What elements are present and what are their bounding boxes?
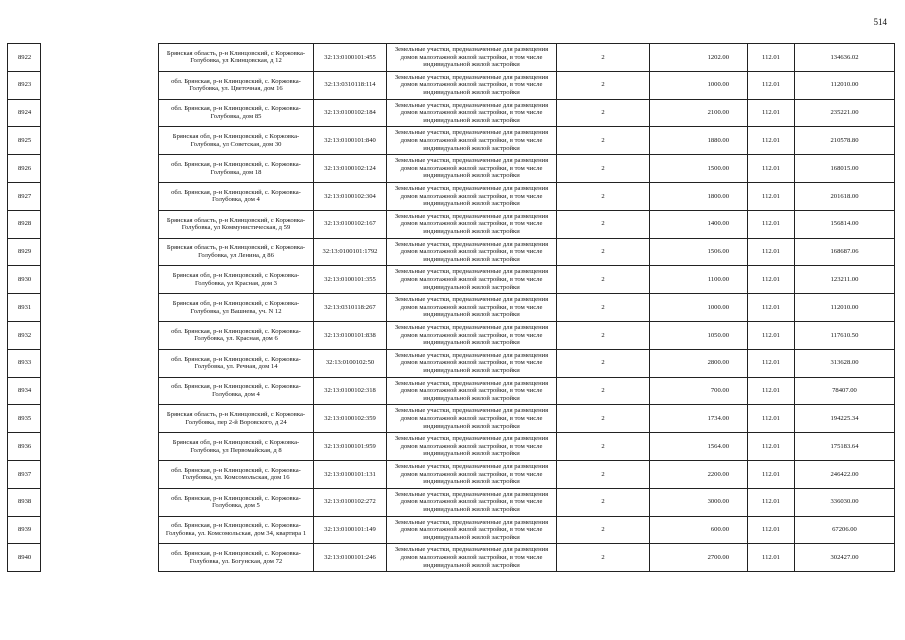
group-number-cell: 2	[557, 488, 650, 516]
address-cell: Брянская обл, р-н Клинцовский, с Коржовка-Голубовка, ул Красная, дом 3	[159, 266, 314, 294]
area-cell: 1800.00	[650, 182, 748, 210]
table-row	[8, 405, 895, 433]
group-number-cell: 2	[557, 516, 650, 544]
cadastral-number-cell: 32:13:0100101:840	[314, 127, 387, 155]
area-cell: 1050.00	[650, 321, 748, 349]
group-number-cell: 2	[557, 238, 650, 266]
area-cell: 1500.00	[650, 155, 748, 183]
table-row	[8, 433, 895, 461]
group-number-cell: 2	[557, 377, 650, 405]
group-number-cell: 2	[557, 44, 650, 72]
row-number-cell: 8934	[8, 377, 41, 405]
table-row	[8, 238, 895, 266]
cadastral-value-cell: 210578.80	[795, 127, 895, 155]
address-cell: Брянская обл, р-н Клинцовский, с Коржовка-Голубовка, ул Первомайская, д 8	[159, 433, 314, 461]
specific-value-cell: 112.01	[748, 71, 795, 99]
cadastral-number-cell: 32:13:0310118:267	[314, 294, 387, 322]
group-number-cell: 2	[557, 544, 650, 572]
row-number-cell: 8935	[8, 405, 41, 433]
row-number-cell: 8936	[8, 433, 41, 461]
spacer-cell	[41, 71, 159, 99]
address-cell: обл. Брянская, р-н Клинцовский, с. Коржовка-Голубовка, ул. Цветочная, дом 16	[159, 71, 314, 99]
table-row	[8, 349, 895, 377]
spacer-cell	[41, 433, 159, 461]
cadastral-value-table	[7, 43, 895, 572]
address-cell: обл. Брянская, р-н Клинцовский, с. Коржовка-Голубовка, ул. Комсомольская, дом 34, квартира 1	[159, 516, 314, 544]
row-number-cell: 8933	[8, 349, 41, 377]
cadastral-value-cell: 112010.00	[795, 71, 895, 99]
group-number-cell: 2	[557, 433, 650, 461]
table-row	[8, 44, 895, 72]
cadastral-value-cell: 112010.00	[795, 294, 895, 322]
land-use-cell: Земельные участки, предназначенные для размещения домов малоэтажной жилой застройки, в том числе индивидуальной жилой застройки	[387, 294, 557, 322]
address-cell: обл. Брянская, р-н Клинцовский, с. Коржовка-Голубовка, дом 4	[159, 377, 314, 405]
row-number-cell: 8937	[8, 460, 41, 488]
spacer-cell	[41, 488, 159, 516]
cadastral-value-cell: 336030.00	[795, 488, 895, 516]
land-use-cell: Земельные участки, предназначенные для размещения домов малоэтажной жилой застройки, в том числе индивидуальной жилой застройки	[387, 349, 557, 377]
spacer-cell	[41, 155, 159, 183]
cadastral-number-cell: 32:13:0100102:124	[314, 155, 387, 183]
row-number-cell: 8939	[8, 516, 41, 544]
cadastral-value-cell: 168015.00	[795, 155, 895, 183]
address-cell: Брянская обл, р-н Клинцовский, с Коржовка-Голубовка, ул Советская, дом 30	[159, 127, 314, 155]
specific-value-cell: 112.01	[748, 238, 795, 266]
cadastral-value-cell: 134636.02	[795, 44, 895, 72]
address-cell: Брянская область, р-н Клинцовский, с Коржовка-Голубовка, ул Клинцовская, д 12	[159, 44, 314, 72]
spacer-cell	[41, 294, 159, 322]
cadastral-value-cell: 302427.00	[795, 544, 895, 572]
row-number-cell: 8929	[8, 238, 41, 266]
address-cell: обл. Брянская, р-н Клинцовский, с. Коржовка-Голубовка, дом 85	[159, 99, 314, 127]
area-cell: 1000.00	[650, 71, 748, 99]
land-use-cell: Земельные участки, предназначенные для размещения домов малоэтажной жилой застройки, в том числе индивидуальной жилой застройки	[387, 433, 557, 461]
cadastral-number-cell: 32:13:0100101:355	[314, 266, 387, 294]
row-number-cell: 8938	[8, 488, 41, 516]
table-row	[8, 127, 895, 155]
row-number-cell: 8928	[8, 210, 41, 238]
table-row	[8, 544, 895, 572]
address-cell: обл. Брянская, р-н Клинцовский, с. Коржовка-Голубовка, ул. Богунская, дом 72	[159, 544, 314, 572]
table-row	[8, 182, 895, 210]
page-number: 514	[873, 17, 887, 27]
group-number-cell: 2	[557, 460, 650, 488]
address-cell: обл. Брянская, р-н Клинцовский, с. Коржовка-Голубовка, дом 5	[159, 488, 314, 516]
spacer-cell	[41, 349, 159, 377]
row-number-cell: 8922	[8, 44, 41, 72]
row-number-cell: 8926	[8, 155, 41, 183]
row-number-cell: 8925	[8, 127, 41, 155]
spacer-cell	[41, 321, 159, 349]
group-number-cell: 2	[557, 405, 650, 433]
cadastral-number-cell: 32:13:0310118:114	[314, 71, 387, 99]
area-cell: 1400.00	[650, 210, 748, 238]
cadastral-value-cell: 168687.06	[795, 238, 895, 266]
land-use-cell: Земельные участки, предназначенные для размещения домов малоэтажной жилой застройки, в том числе индивидуальной жилой застройки	[387, 516, 557, 544]
area-cell: 2100.00	[650, 99, 748, 127]
area-cell: 3000.00	[650, 488, 748, 516]
table-row	[8, 488, 895, 516]
address-cell: обл. Брянская, р-н Клинцовский, с. Коржовка-Голубовка, дом 18	[159, 155, 314, 183]
row-number-cell: 8932	[8, 321, 41, 349]
row-number-cell: 8927	[8, 182, 41, 210]
land-use-cell: Земельные участки, предназначенные для размещения домов малоэтажной жилой застройки, в том числе индивидуальной жилой застройки	[387, 210, 557, 238]
table-row	[8, 99, 895, 127]
spacer-cell	[41, 238, 159, 266]
spacer-cell	[41, 99, 159, 127]
row-number-cell: 8931	[8, 294, 41, 322]
table-row	[8, 321, 895, 349]
group-number-cell: 2	[557, 349, 650, 377]
table-row	[8, 266, 895, 294]
specific-value-cell: 112.01	[748, 433, 795, 461]
cadastral-number-cell: 32:13:0100102:304	[314, 182, 387, 210]
land-use-cell: Земельные участки, предназначенные для размещения домов малоэтажной жилой застройки, в том числе индивидуальной жилой застройки	[387, 544, 557, 572]
specific-value-cell: 112.01	[748, 405, 795, 433]
address-cell: Брянская обл, р-н Клинцовский, с Коржовка-Голубовка, ул Вашнева, уч. N 12	[159, 294, 314, 322]
area-cell: 1564.00	[650, 433, 748, 461]
specific-value-cell: 112.01	[748, 294, 795, 322]
spacer-cell	[41, 516, 159, 544]
specific-value-cell: 112.01	[748, 210, 795, 238]
address-cell: Брянская область, р-н Клинцовский, с Коржовка-Голубовка, пер 2-й Воровского, д 24	[159, 405, 314, 433]
cadastral-value-cell: 246422.00	[795, 460, 895, 488]
cadastral-number-cell: 32:13:0100101:838	[314, 321, 387, 349]
table-row	[8, 71, 895, 99]
table-row	[8, 377, 895, 405]
table-row	[8, 210, 895, 238]
spacer-cell	[41, 127, 159, 155]
cadastral-value-cell: 78407.00	[795, 377, 895, 405]
specific-value-cell: 112.01	[748, 544, 795, 572]
address-cell: обл. Брянская, р-н Клинцовский, с. Коржовка-Голубовка, дом 4	[159, 182, 314, 210]
area-cell: 1880.00	[650, 127, 748, 155]
land-use-cell: Земельные участки, предназначенные для размещения домов малоэтажной жилой застройки, в том числе индивидуальной жилой застройки	[387, 99, 557, 127]
cadastral-number-cell: 32:13:0100102:359	[314, 405, 387, 433]
group-number-cell: 2	[557, 127, 650, 155]
cadastral-number-cell: 32:13:0100102:318	[314, 377, 387, 405]
area-cell: 1100.00	[650, 266, 748, 294]
cadastral-number-cell: 32:13:0100102:50	[314, 349, 387, 377]
cadastral-number-cell: 32:13:0100101:131	[314, 460, 387, 488]
cadastral-number-cell: 32:13:0100102:272	[314, 488, 387, 516]
land-use-cell: Земельные участки, предназначенные для размещения домов малоэтажной жилой застройки, в том числе индивидуальной жилой застройки	[387, 127, 557, 155]
table-body	[8, 44, 895, 572]
spacer-cell	[41, 405, 159, 433]
land-use-cell: Земельные участки, предназначенные для размещения домов малоэтажной жилой застройки, в том числе индивидуальной жилой застройки	[387, 405, 557, 433]
area-cell: 1202.00	[650, 44, 748, 72]
cadastral-number-cell: 32:13:0100101:149	[314, 516, 387, 544]
area-cell: 2700.00	[650, 544, 748, 572]
area-cell: 2200.00	[650, 460, 748, 488]
specific-value-cell: 112.01	[748, 99, 795, 127]
address-cell: обл. Брянская, р-н Клинцовский, с. Коржовка-Голубовка, ул. Красная, дом 6	[159, 321, 314, 349]
cadastral-value-cell: 194225.34	[795, 405, 895, 433]
specific-value-cell: 112.01	[748, 44, 795, 72]
specific-value-cell: 112.01	[748, 349, 795, 377]
group-number-cell: 2	[557, 294, 650, 322]
area-cell: 1000.00	[650, 294, 748, 322]
cadastral-number-cell: 32:13:0100101:246	[314, 544, 387, 572]
group-number-cell: 2	[557, 210, 650, 238]
row-number-cell: 8924	[8, 99, 41, 127]
cadastral-value-cell: 123211.00	[795, 266, 895, 294]
cadastral-number-cell: 32:13:0100102:184	[314, 99, 387, 127]
group-number-cell: 2	[557, 155, 650, 183]
cadastral-value-cell: 313628.00	[795, 349, 895, 377]
land-use-cell: Земельные участки, предназначенные для размещения домов малоэтажной жилой застройки, в том числе индивидуальной жилой застройки	[387, 44, 557, 72]
specific-value-cell: 112.01	[748, 321, 795, 349]
cadastral-value-cell: 175183.64	[795, 433, 895, 461]
row-number-cell: 8930	[8, 266, 41, 294]
address-cell: обл. Брянская, р-н Клинцовский, с. Коржовка-Голубовка, ул. Речная, дом 14	[159, 349, 314, 377]
spacer-cell	[41, 182, 159, 210]
area-cell: 700.00	[650, 377, 748, 405]
specific-value-cell: 112.01	[748, 516, 795, 544]
group-number-cell: 2	[557, 266, 650, 294]
row-number-cell: 8923	[8, 71, 41, 99]
group-number-cell: 2	[557, 321, 650, 349]
cadastral-value-cell: 235221.00	[795, 99, 895, 127]
cadastral-value-cell: 117610.50	[795, 321, 895, 349]
land-use-cell: Земельные участки, предназначенные для размещения домов малоэтажной жилой застройки, в том числе индивидуальной жилой застройки	[387, 266, 557, 294]
group-number-cell: 2	[557, 99, 650, 127]
table-row	[8, 516, 895, 544]
table-row	[8, 294, 895, 322]
land-use-cell: Земельные участки, предназначенные для размещения домов малоэтажной жилой застройки, в том числе индивидуальной жилой застройки	[387, 460, 557, 488]
land-use-cell: Земельные участки, предназначенные для размещения домов малоэтажной жилой застройки, в том числе индивидуальной жилой застройки	[387, 377, 557, 405]
cadastral-number-cell: 32:13:0100102:167	[314, 210, 387, 238]
land-use-cell: Земельные участки, предназначенные для размещения домов малоэтажной жилой застройки, в том числе индивидуальной жилой застройки	[387, 155, 557, 183]
cadastral-value-cell: 201618.00	[795, 182, 895, 210]
specific-value-cell: 112.01	[748, 127, 795, 155]
address-cell: обл. Брянская, р-н Клинцовский, с. Коржовка-Голубовка, ул. Комсомольская, дом 16	[159, 460, 314, 488]
table-row	[8, 155, 895, 183]
table-row	[8, 460, 895, 488]
land-use-cell: Земельные участки, предназначенные для размещения домов малоэтажной жилой застройки, в том числе индивидуальной жилой застройки	[387, 488, 557, 516]
group-number-cell: 2	[557, 182, 650, 210]
area-cell: 600.00	[650, 516, 748, 544]
cadastral-value-cell: 156814.00	[795, 210, 895, 238]
land-use-cell: Земельные участки, предназначенные для размещения домов малоэтажной жилой застройки, в том числе индивидуальной жилой застройки	[387, 71, 557, 99]
spacer-cell	[41, 44, 159, 72]
cadastral-number-cell: 32:13:0100101:1792	[314, 238, 387, 266]
area-cell: 1506.00	[650, 238, 748, 266]
specific-value-cell: 112.01	[748, 266, 795, 294]
specific-value-cell: 112.01	[748, 155, 795, 183]
group-number-cell: 2	[557, 71, 650, 99]
cadastral-number-cell: 32:13:0100101:455	[314, 44, 387, 72]
specific-value-cell: 112.01	[748, 488, 795, 516]
specific-value-cell: 112.01	[748, 182, 795, 210]
specific-value-cell: 112.01	[748, 377, 795, 405]
cadastral-number-cell: 32:13:0100101:959	[314, 433, 387, 461]
spacer-cell	[41, 210, 159, 238]
land-use-cell: Земельные участки, предназначенные для размещения домов малоэтажной жилой застройки, в том числе индивидуальной жилой застройки	[387, 321, 557, 349]
spacer-cell	[41, 266, 159, 294]
spacer-cell	[41, 460, 159, 488]
row-number-cell: 8940	[8, 544, 41, 572]
spacer-cell	[41, 544, 159, 572]
area-cell: 1734.00	[650, 405, 748, 433]
address-cell: Брянская область, р-н Клинцовский, с Коржовка-Голубовка, ул Коммунистическая, д 59	[159, 210, 314, 238]
area-cell: 2800.00	[650, 349, 748, 377]
specific-value-cell: 112.01	[748, 460, 795, 488]
cadastral-value-cell: 67206.00	[795, 516, 895, 544]
address-cell: Брянская область, р-н Клинцовский, с Коржовка-Голубовка, ул Ленина, д 86	[159, 238, 314, 266]
land-use-cell: Земельные участки, предназначенные для размещения домов малоэтажной жилой застройки, в том числе индивидуальной жилой застройки	[387, 238, 557, 266]
spacer-cell	[41, 377, 159, 405]
land-use-cell: Земельные участки, предназначенные для размещения домов малоэтажной жилой застройки, в том числе индивидуальной жилой застройки	[387, 182, 557, 210]
